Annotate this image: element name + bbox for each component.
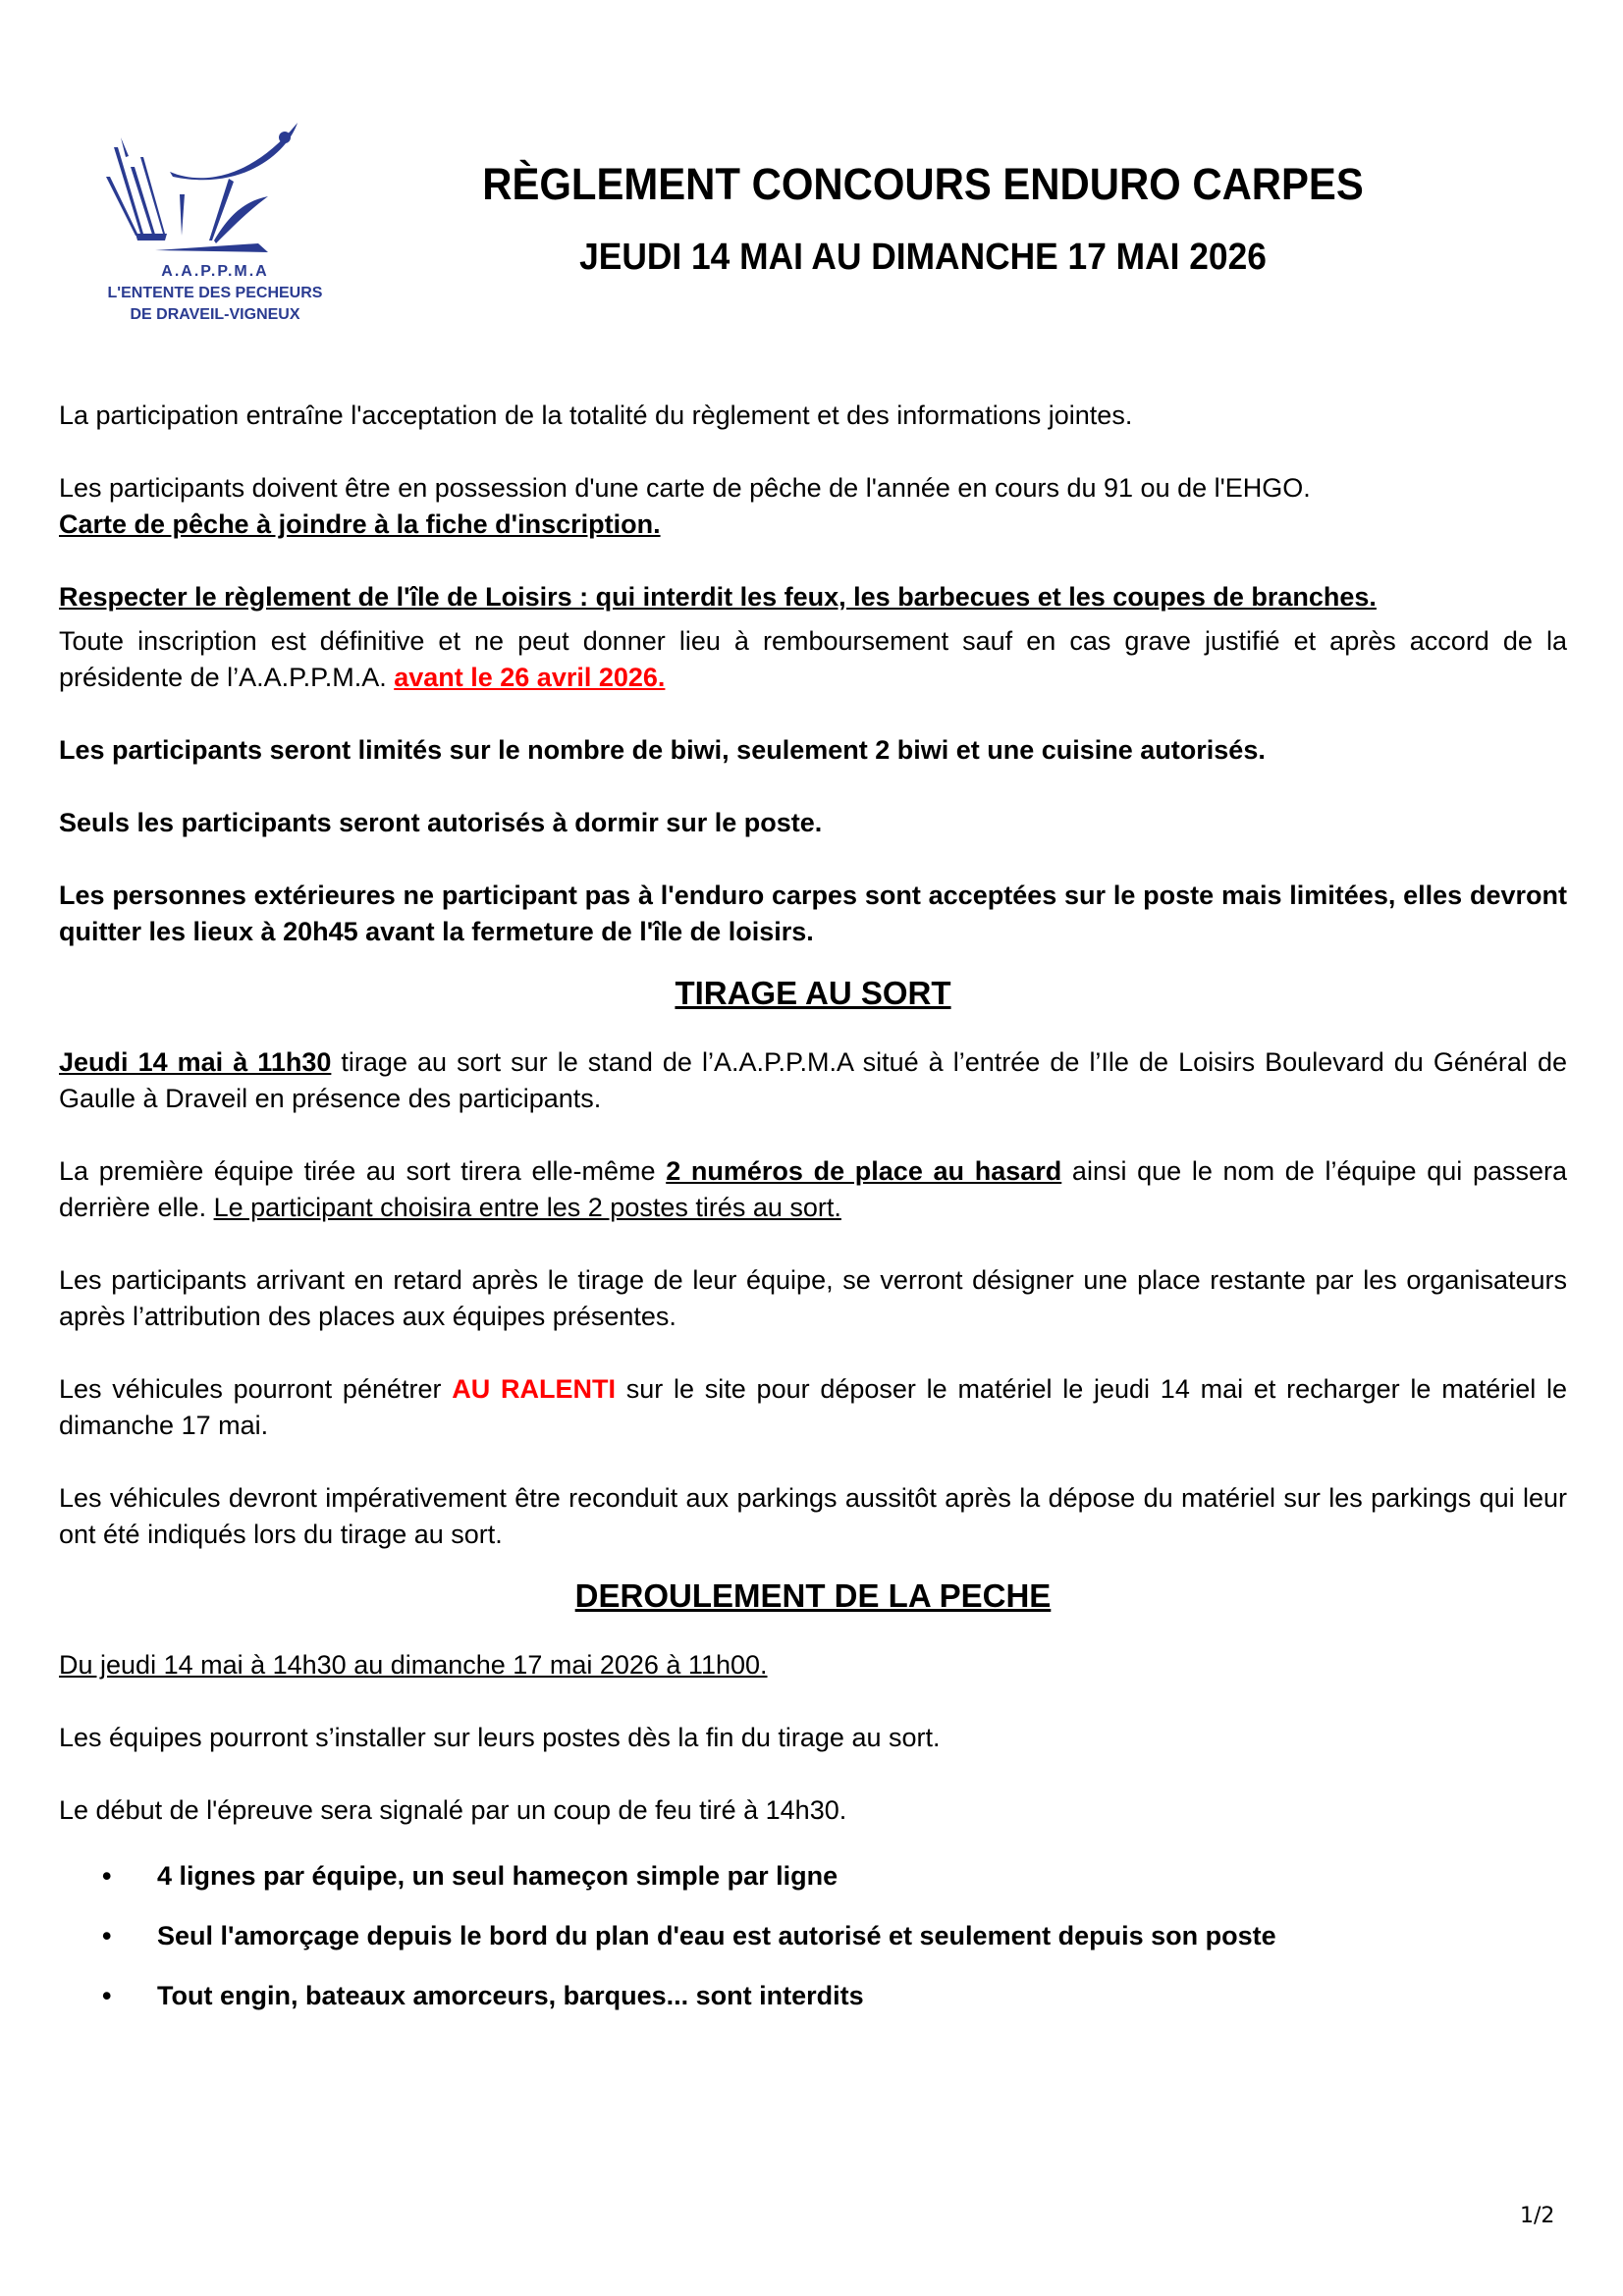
vehicles-access-text-end: sur le site pour déposer le matériel le jeudi 14 mai et recharger le matériel le dimanche 17 mai.	[59, 1374, 1567, 1440]
document-header	[373, 157, 1473, 281]
biwi-limit-paragraph: Les participants seront limités sur le nombre de biwi, seulement 2 biwi et une cuisine autorisés.	[59, 735, 1266, 765]
section-heading-tirage: TIRAGE AU SORT	[675, 975, 951, 1011]
next-team-text: ainsi que le nom de l’équipe qui passera derrière elle.	[59, 1156, 1567, 1222]
refund-text: Toute inscription est définitive et ne peut donner lieu à remboursement sauf en cas grave justifié et après accord de la présidente de l’A.A.P.P.M.A.	[59, 626, 1567, 692]
visitors-paragraph: Les personnes extérieures ne participant pas à l'enduro carpes sont acceptées sur le poste mais limitées, elles devront quitter les lieux à 20h45 avant la fermeture de l'île de loisirs.	[59, 881, 1567, 946]
vehicles-parking-paragraph: Les véhicules devront impérativement être reconduit aux parkings aussitôt après la dépose du matériel sur les parkings qui leur ont été indiqués lors du tirage au sort.	[59, 1483, 1567, 1549]
first-team-paragraph	[59, 1153, 1567, 1226]
first-team-text: La première équipe tirée au sort tirera elle-même	[59, 1156, 667, 1186]
vehicles-access-paragraph	[59, 1371, 1567, 1444]
logo-line-3: DE DRAVEIL-VIGNEUX	[130, 306, 300, 323]
refund-deadline: avant le 26 avril 2026.	[394, 663, 666, 692]
sleeping-rule-paragraph: Seuls les participants seront autorisés à dormir sur le poste.	[59, 808, 823, 837]
vehicles-access-text: Les véhicules pourront pénétrer	[59, 1374, 453, 1404]
document-title: RÈGLEMENT CONCOURS ENDURO CARPES	[482, 159, 1364, 209]
rule-item: • 4 lignes par équipe, un seul hameçon simple par ligne	[157, 1858, 1567, 1895]
choice-note: Le participant choisira entre les 2 postes tirés au sort.	[213, 1193, 841, 1222]
fishing-rules-list	[59, 1858, 1567, 2014]
draw-date-paragraph	[59, 1044, 1567, 1117]
intro-paragraph-1: La participation entraîne l'acceptation de la totalité du règlement et des informations jointes.	[59, 400, 1133, 430]
start-signal-paragraph: Le début de l'épreuve sera signalé par un coup de feu tiré à 14h30.	[59, 1795, 847, 1825]
refund-paragraph	[59, 623, 1567, 696]
intro-paragraph-2: Les participants doivent être en possession d'une carte de pêche de l'année en cours du 91 ou de l'EHGO.	[59, 473, 1311, 503]
late-arrivals-paragraph: Les participants arrivant en retard après le tirage de leur équipe, se verront désigner une place restante par les organisateurs après l’attribution des places aux équipes présentes.	[59, 1265, 1567, 1331]
document-body	[59, 398, 1567, 2014]
logo-line-2: L'ENTENTE DES PECHEURS	[107, 285, 323, 301]
organization-logo	[86, 118, 342, 344]
fish-reeds-logo-icon	[96, 118, 332, 260]
island-rules-notice: Respecter le règlement de l'île de Loisirs : qui interdit les feux, les barbecues et les coupes de branches.	[59, 582, 1377, 612]
rule-item: • Seul l'amorçage depuis le bord du plan d'eau est autorisé et seulement depuis son poste	[157, 1918, 1567, 1954]
section-heading-deroulement: DEROULEMENT DE LA PECHE	[574, 1577, 1052, 1614]
draw-date: Jeudi 14 mai à 11h30	[59, 1047, 332, 1077]
draw-location-text: tirage au sort sur le stand de l’A.A.P.P.M.A situé à l’entrée de l’Ile de Loisirs Boulevard du Général de Gaulle à Draveil en présence des participants.	[59, 1047, 1568, 1113]
random-places-emphasis: 2 numéros de place au hasard	[666, 1156, 1062, 1186]
install-paragraph: Les équipes pourront s’installer sur leurs postes dès la fin du tirage au sort.	[59, 1723, 941, 1752]
slow-speed-emphasis: AU RALENTI	[452, 1374, 616, 1404]
fishing-dates: Du jeudi 14 mai à 14h30 au dimanche 17 mai 2026 à 11h00.	[59, 1650, 768, 1680]
document-subtitle: JEUDI 14 MAI AU DIMANCHE 17 MAI 2026	[579, 237, 1267, 278]
logo-caption	[86, 261, 344, 326]
rule-item: • Tout engin, bateaux amorceurs, barques... sont interdits	[157, 1978, 1567, 2014]
page-number: 1/2	[1520, 2204, 1555, 2228]
fishing-card-note: Carte de pêche à joindre à la fiche d'inscription.	[59, 509, 661, 539]
logo-line-1: A.A.P.P.M.A	[161, 263, 269, 280]
